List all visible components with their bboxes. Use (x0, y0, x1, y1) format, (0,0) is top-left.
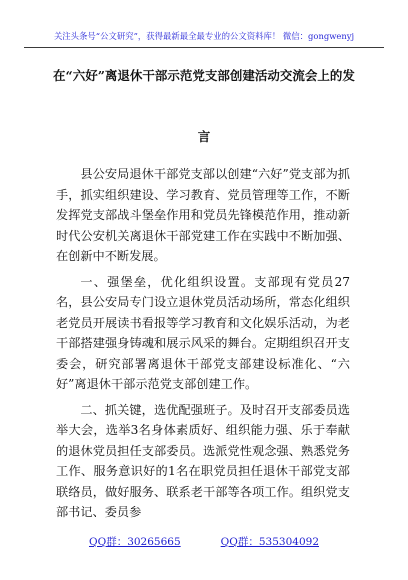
paragraph-section-1: 一、强堡垒，优化组织设置。支部现有党员27名，县公安局专门设立退休党员活动场所，常态化组织老党员开展读书看报等学习教育和文化娱乐活动，为老干部搭建强身铸魂和展示风采的舞台。定期组织召开支委会，研究部署离退休干部党支部建设标准化、“六好”离退休干部示范党支部创建工作。 (56, 274, 350, 391)
qq-group-2: QQ群：535304092 (220, 536, 319, 548)
document-title: 在“六好”离退休干部示范党支部创建活动交流会上的发 (53, 68, 355, 83)
header-divider (24, 47, 384, 48)
paragraph-section-2: 二、抓关键，选优配强班子。及时召开支部委员选举大会，选举3名身体素质好、组织能力强、乐于奉献的退休党员担任支部委员。选派党性观念强、熟悉党务工作、服务意识好的1名在职党员担任退休干部党支部联络员，做好服务、联系老干部等各项工作。组织党支部书记、委员参 (56, 402, 350, 519)
footer-contacts (0, 534, 408, 549)
paragraph-intro: 县公安局退休干部党支部以创建“六好”党支部为抓手，抓实组织建设、学习教育、党员管理等工作，不断发挥党支部战斗堡垒作用和党员先锋模范作用，推动新时代公安机关离退休干部党建工作在实践中不断加强、在创新中不断发展。 (56, 167, 350, 263)
qq-group-1: QQ群：30265665 (88, 536, 181, 548)
header-note: 关注头条号“公文研究”，获得最新最全最专业的公文资料库！ 微信：gongwenyj (53, 31, 355, 41)
document-title-continued: 言 (197, 129, 211, 144)
document-body (56, 164, 350, 523)
